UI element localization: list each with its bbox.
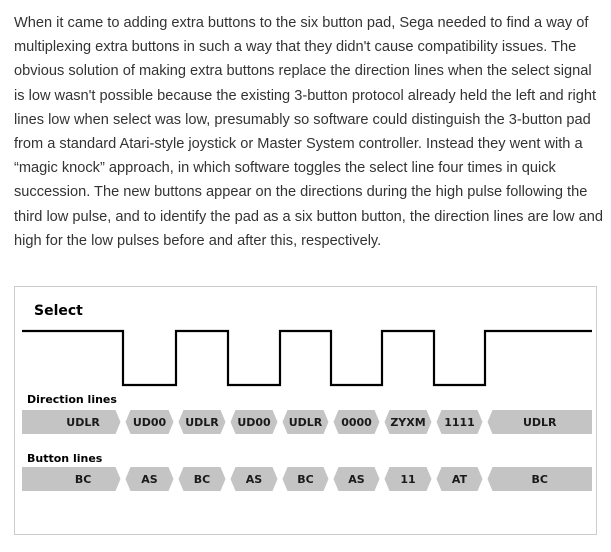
button-line-value: AS	[348, 473, 365, 486]
timing-diagram	[14, 286, 597, 535]
button-line-value: BC	[297, 473, 314, 486]
direction-line-value: UDLR	[185, 416, 219, 429]
select-label: Select	[34, 303, 83, 319]
button-line-value: BC	[193, 473, 211, 486]
paragraph-line: from a standard Atari-style joystick or Master System controller. Instead they went with a	[14, 136, 583, 153]
direction-line-value: UD00	[132, 416, 167, 429]
button-line-value: 11	[400, 473, 416, 486]
button-lines-label: Button lines	[27, 452, 103, 465]
button-line-value: AS	[245, 473, 263, 486]
paragraph-line: “magic knock” approach, in which software toggles the select line four times in quick	[14, 160, 556, 177]
select-signal-waveform	[22, 331, 592, 385]
button-line-value: BC	[74, 473, 92, 486]
button-lines-row	[22, 467, 592, 491]
direction-line-value: UD00	[237, 416, 271, 429]
button-line-value: BC	[531, 473, 548, 486]
paragraph-line: obvious solution of making extra buttons replace the direction lines when the select signal	[14, 63, 592, 80]
button-line-segment	[22, 467, 121, 491]
paragraph-line: multiplexing extra buttons in such a way that they didn't cause compatibility issues. The	[14, 39, 577, 56]
direction-lines-row	[22, 410, 592, 434]
paragraph-line: high for the low pulses before and after this, respectively.	[14, 232, 382, 249]
direction-line-value: 0000	[341, 416, 372, 429]
paragraph-line: third low pulse, and to identify the pad as a six button button, the direction lines are low and	[14, 208, 603, 225]
article-paragraph	[14, 11, 606, 253]
direction-line-value: ZYXM	[390, 416, 426, 429]
direction-line-value: UDLR	[66, 416, 100, 429]
direction-line-value: UDLR	[288, 416, 323, 429]
direction-line-value: UDLR	[522, 416, 557, 429]
direction-line-value: 1111	[444, 416, 475, 429]
paragraph-line: When it came to adding extra buttons to the six button pad, Sega needed to find a way of	[14, 15, 589, 31]
timing-diagram-svg	[15, 287, 598, 536]
button-line-value: AS	[141, 473, 158, 486]
direction-lines-label: Direction lines	[27, 393, 117, 406]
button-line-value: AT	[451, 473, 468, 486]
paragraph-line: succession. The new buttons appear on the directions during the high pulse following the	[14, 184, 588, 201]
paragraph-line: is low wasn't possible because the existing 3-button protocol already held the left and right	[14, 87, 597, 104]
paragraph-line: lines low when select was low, presumably so software could distinguish the 3-button pad	[14, 111, 591, 128]
